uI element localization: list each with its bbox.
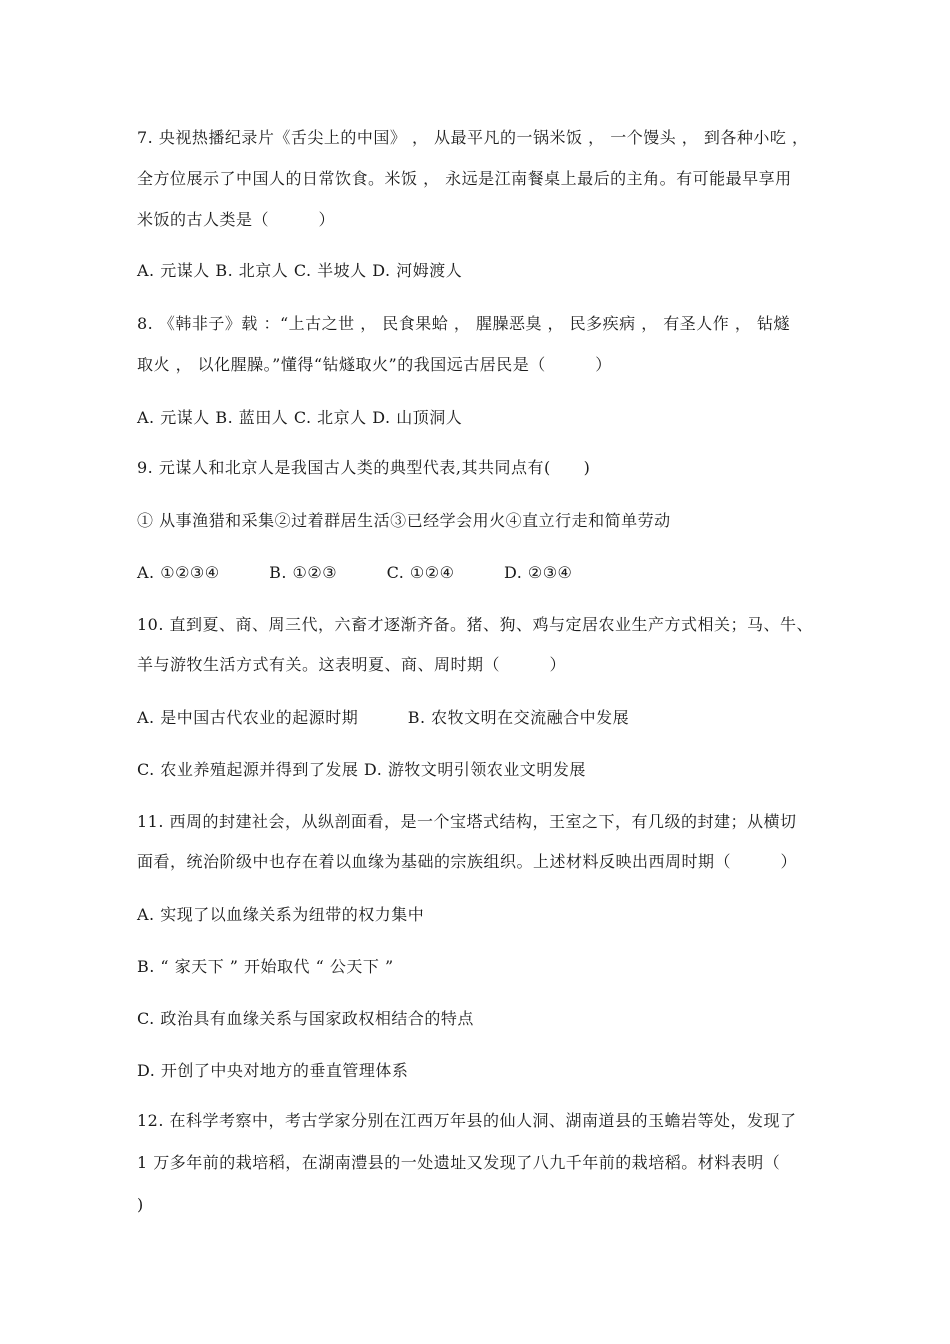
question-12-line-1: 12. 在科学考察中，考古学家分别在江西万年县的仙人洞、湖南道县的玉蟾岩等处，发现了 — [137, 1111, 797, 1130]
question-9-line-2: ① 从事渔猎和采集②过着群居生活③已经学会用火④直立行走和简单劳动 — [137, 511, 671, 530]
question-12-line-3: ) — [137, 1195, 144, 1214]
question-11-option-c: C. 政治具有血缘关系与国家政权相结合的特点 — [137, 1009, 474, 1028]
question-11-line-1: 11. 西周的封建社会，从纵剖面看，是一个宝塔式结构，王室之下，有几级的封建；从横切 — [137, 812, 797, 831]
question-8-options: A. 元谋人 B. 蓝田人 C. 北京人 D. 山顶洞人 — [137, 408, 463, 427]
question-7-line-3: 米饭的古人类是（ ） — [137, 210, 336, 229]
question-11-option-d: D. 开创了中央对地方的垂直管理体系 — [137, 1061, 409, 1080]
question-11-option-b: B. “ 家天下 ” 开始取代 “ 公天下 ” — [137, 957, 394, 976]
question-11-option-a: A. 实现了以血缘关系为纽带的权力集中 — [137, 905, 425, 924]
question-10-options-2: C. 农业养殖起源并得到了发展 D. 游牧文明引领农业文明发展 — [137, 760, 586, 779]
question-7-options: A. 元谋人 B. 北京人 C. 半坡人 D. 河姆渡人 — [137, 261, 463, 280]
question-10-options-1: A. 是中国古代农业的起源时期 B. 农牧文明在交流融合中发展 — [137, 708, 630, 727]
question-11-line-2: 面看，统治阶级中也存在着以血缘为基础的宗族组织。上述材料反映出西周时期（ ） — [137, 852, 798, 871]
question-12-line-2: 1 万多年前的栽培稻，在湖南澧县的一处遗址又发现了八九千年前的栽培稻。材料表明（ — [137, 1153, 781, 1172]
question-10-line-2: 羊与游牧生活方式有关。这表明夏、商、周时期（ ） — [137, 655, 567, 674]
question-9-options: A. ①②③④ B. ①②③ C. ①②④ D. ②③④ — [137, 563, 573, 582]
question-7-line-2: 全方位展示了中国人的日常饮食。米饭 ， 永远是江南餐桌上最后的主角。有可能最早享用 — [137, 169, 792, 188]
question-8-line-1: 8. 《韩非子》载 ：“上古之世 ， 民食果蛤 ， 腥臊恶臭 ， 民多疾病 ， 有圣人作 ， 钻燧 — [137, 314, 790, 333]
question-9-line-1: 9. 元谋人和北京人是我国古人类的典型代表,其共同点有( ) — [137, 458, 591, 477]
question-10-line-1: 10. 直到夏、商、周三代，六畜才逐渐齐备。猪、狗、鸡与定居农业生产方式相关；马、牛、 — [137, 615, 814, 634]
question-8-line-2: 取火 ， 以化腥臊。”懂得“钻燧取火”的我国远古居民是（ ） — [137, 355, 612, 374]
question-7-line-1: 7. 央视热播纪录片《舌尖上的中国》 ， 从最平凡的一锅米饭 ， 一个馒头 ， 到各种小吃 ， — [137, 128, 809, 147]
